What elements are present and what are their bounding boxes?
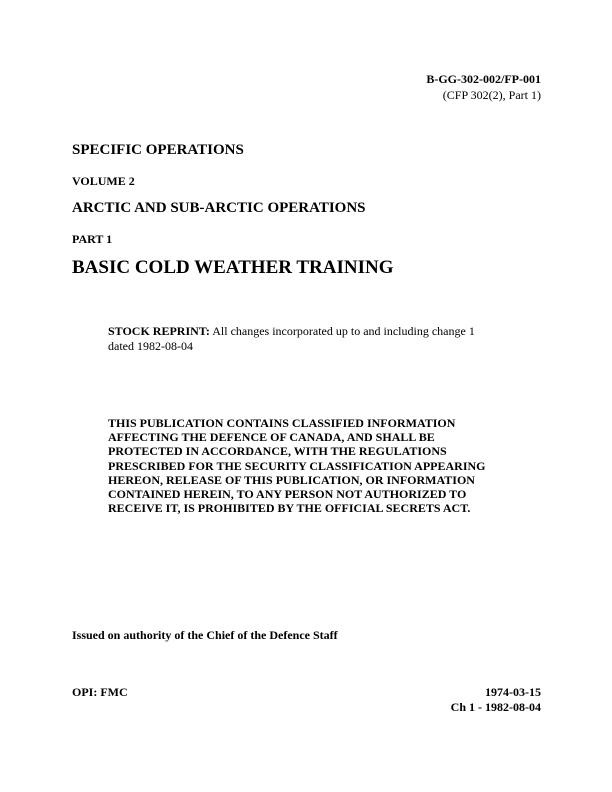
- opi-label: OPI: FMC: [72, 685, 128, 699]
- cfp-reference: (CFP 302(2), Part 1): [442, 88, 541, 102]
- classified-line: CONTAINED HEREIN, TO ANY PERSON NOT AUTHORIZED TO: [108, 487, 467, 502]
- issue-date: 1974-03-15: [485, 685, 541, 699]
- part-title: BASIC COLD WEATHER TRAINING: [72, 257, 394, 278]
- stock-reprint-note: [108, 324, 508, 354]
- document-number: B-GG-302-002/FP-001: [426, 72, 541, 86]
- volume-label: VOLUME 2: [72, 174, 135, 188]
- issuing-authority: Issued on authority of the Chief of the Defence Staff: [72, 628, 338, 642]
- classified-line: HEREON, RELEASE OF THIS PUBLICATION, OR INFORMATION: [108, 472, 475, 487]
- classified-line: THIS PUBLICATION CONTAINS CLASSIFIED INFORMATION: [108, 416, 456, 430]
- classified-notice: [108, 416, 518, 515]
- classified-line: PRESCRIBED FOR THE SECURITY CLASSIFICATION APPEARING: [108, 458, 486, 473]
- stock-reprint-label: STOCK REPRINT:: [108, 324, 210, 338]
- classified-line: PROTECTED IN ACCORDANCE, WITH THE REGULATIONS: [108, 444, 447, 459]
- series-title: SPECIFIC OPERATIONS: [72, 142, 244, 158]
- stock-reprint-text-line2: dated 1982-08-04: [108, 339, 193, 353]
- stock-reprint-text-line1: All changes incorporated up to and including change 1: [209, 324, 475, 338]
- classified-line: RECEIVE IT, IS PROHIBITED BY THE OFFICIAL SECRETS ACT.: [108, 501, 471, 516]
- volume-title: ARCTIC AND SUB-ARCTIC OPERATIONS: [72, 200, 366, 216]
- classified-line: AFFECTING THE DEFENCE OF CANADA, AND SHALL BE: [108, 430, 435, 445]
- change-date: Ch 1 - 1982-08-04: [450, 700, 541, 714]
- part-label: PART 1: [72, 232, 113, 246]
